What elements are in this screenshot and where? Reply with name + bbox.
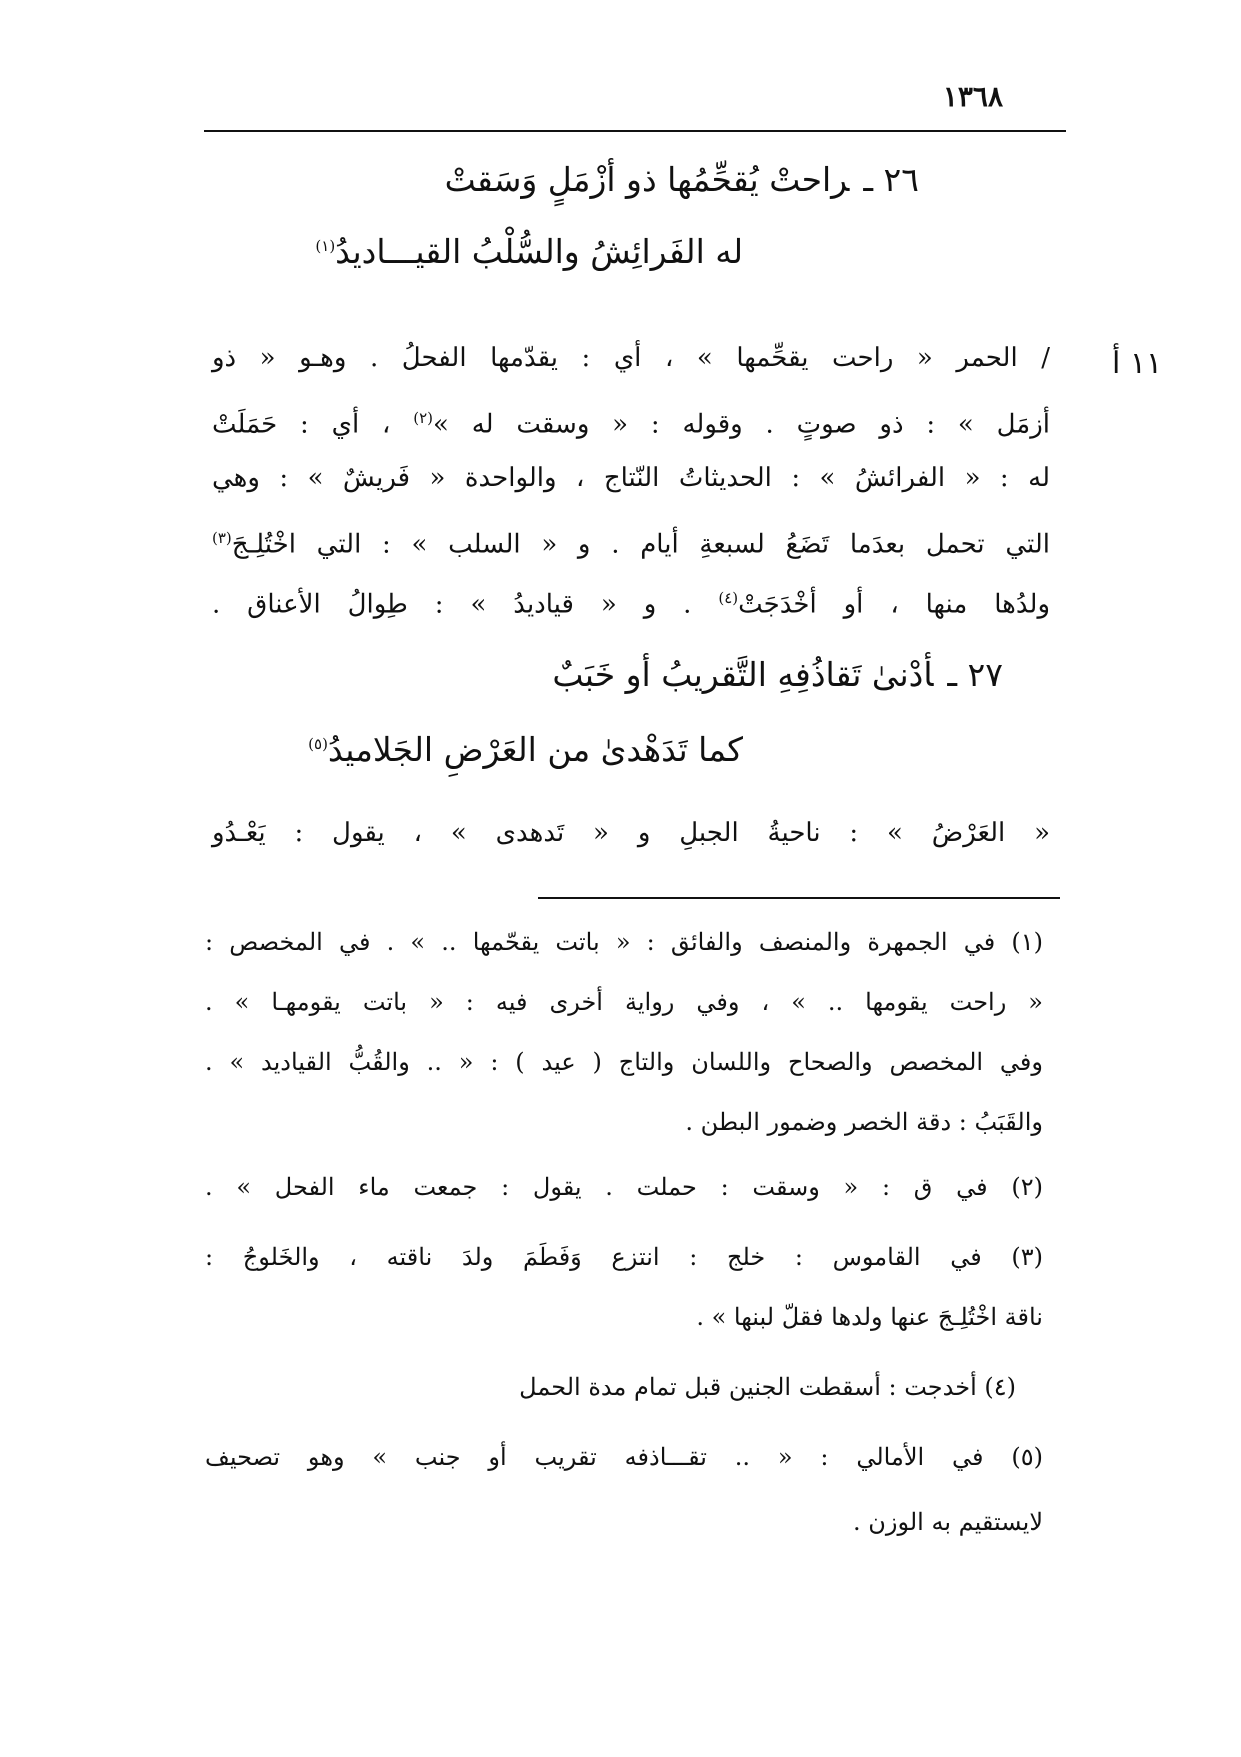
footnote-divider [538, 897, 1060, 899]
footnote-line-8: (٤) أخدجت : أسقطت الجنين قبل تمام مدة الحمل [519, 1373, 1016, 1401]
verse-27-second-text: كما تَدَهْدىٰ من العَرْضِ الجَلاميدُ [327, 730, 743, 769]
page-number: ١٣٦٨ [942, 80, 1003, 113]
commentary-26-line-5-end: الأعناق . [212, 589, 321, 620]
footnote-line-1: (١) في الجمهرة والمنصف والفائق : « باتت يقحّمها .. » . في المخصص : [205, 928, 1043, 956]
footnote-ref-2: (٢) [413, 409, 433, 427]
commentary-26-line-4 [212, 520, 1050, 560]
commentary-26-line-5 [212, 580, 1050, 620]
footnote-line-9: (٥) في الأمالي : « .. تقـــاذفه تقريب أو جنب » وهو تصحيف [205, 1443, 1043, 1471]
header-divider [204, 130, 1066, 132]
commentary-26-line-3: له : « الفرائشُ » : الحديثاتُ النّتاج ، والواحدة « فَريشٌ » : وهي [212, 463, 1050, 493]
footnote-ref-1: (١) [315, 237, 336, 255]
verse-27-first-text: أدْنىٰ تَقاذُفِهِ التَّقريبُ أو خَبَبٌ [552, 655, 934, 694]
verse-26-second-hemistich [315, 232, 743, 271]
verse-27-number: ٢٧ ـ [947, 655, 1003, 694]
verse-26-second-text: له الفَرائِشُ والسُّلْبُ القيـــاديدُ [335, 232, 743, 271]
footnote-ref-3: (٣) [212, 529, 232, 547]
verse-26-first-text: راحتْ يُقحِّمُها ذو أزْمَلٍ وَسَقتْ [444, 160, 850, 199]
verse-26-first-hemistich [445, 160, 919, 199]
footnote-line-10: لايستقيم به الوزن . [852, 1508, 1043, 1536]
commentary-27-line-1: « العَرْضُ » : ناحيةُ الجبلِ و « تَدهدى » ، يقول : يَعْـدُو [212, 818, 1050, 848]
footnote-line-7: ناقة اخْتُلِـجَ عنها ولدها فقلّ لبنها » . [696, 1303, 1043, 1331]
footnote-line-2: « راحت يقومها .. » ، وفي رواية أخرى فيه : « باتت يقومهـا » . [205, 988, 1043, 1016]
commentary-26-line-2-text: أزمَل » : ذو صوتٍ . وقوله : « وسقت له » [432, 409, 1051, 440]
footnote-line-3: وفي المخصص والصحاح واللسان والتاج ( عيد ) : « .. والقُبُّ القياديد » . [205, 1048, 1043, 1076]
verse-26-number: ٢٦ ـ [863, 160, 919, 199]
footnote-ref-4: (٤) [718, 589, 739, 607]
commentary-26-line-5-tail: . و « قياديدُ » : طِوالُ [347, 589, 692, 620]
commentary-26-line-2 [212, 400, 1050, 440]
commentary-26-line-1: / الحمر « راحت يقحِّمها » ، أي : يقدّمها الفحلُ . وهـو « ذو [212, 343, 1050, 373]
commentary-26-line-4-text: التي تحمل بعدَما تَضَعُ لسبعةِ أيام . و « السلب » : التي اخْتُلِـجَ [231, 529, 1050, 560]
commentary-26-line-2-tail: ، أي : حَمَلَتْ [212, 409, 391, 440]
margin-folio-note: ١١ أ [1112, 346, 1163, 381]
footnote-ref-5: (٥) [308, 735, 328, 753]
verse-27-second-hemistich [308, 730, 743, 769]
footnote-line-6: (٣) في القاموس : خلج : انتزع وَفَطَمَ ولدَ ناقته ، والخَلوجُ : [205, 1243, 1043, 1271]
commentary-26-line-5-text: ولدُها منها ، أو أخْدَجَتْ [738, 589, 1050, 620]
verse-27-first-hemistich [552, 655, 1003, 694]
footnote-line-5: (٢) في ق : « وسقت : حملت . يقول : جمعت ماء الفحل » . [205, 1173, 1043, 1201]
footnote-line-4: والقَبَبُ : دقة الخصر وضمور البطن . [685, 1108, 1043, 1136]
